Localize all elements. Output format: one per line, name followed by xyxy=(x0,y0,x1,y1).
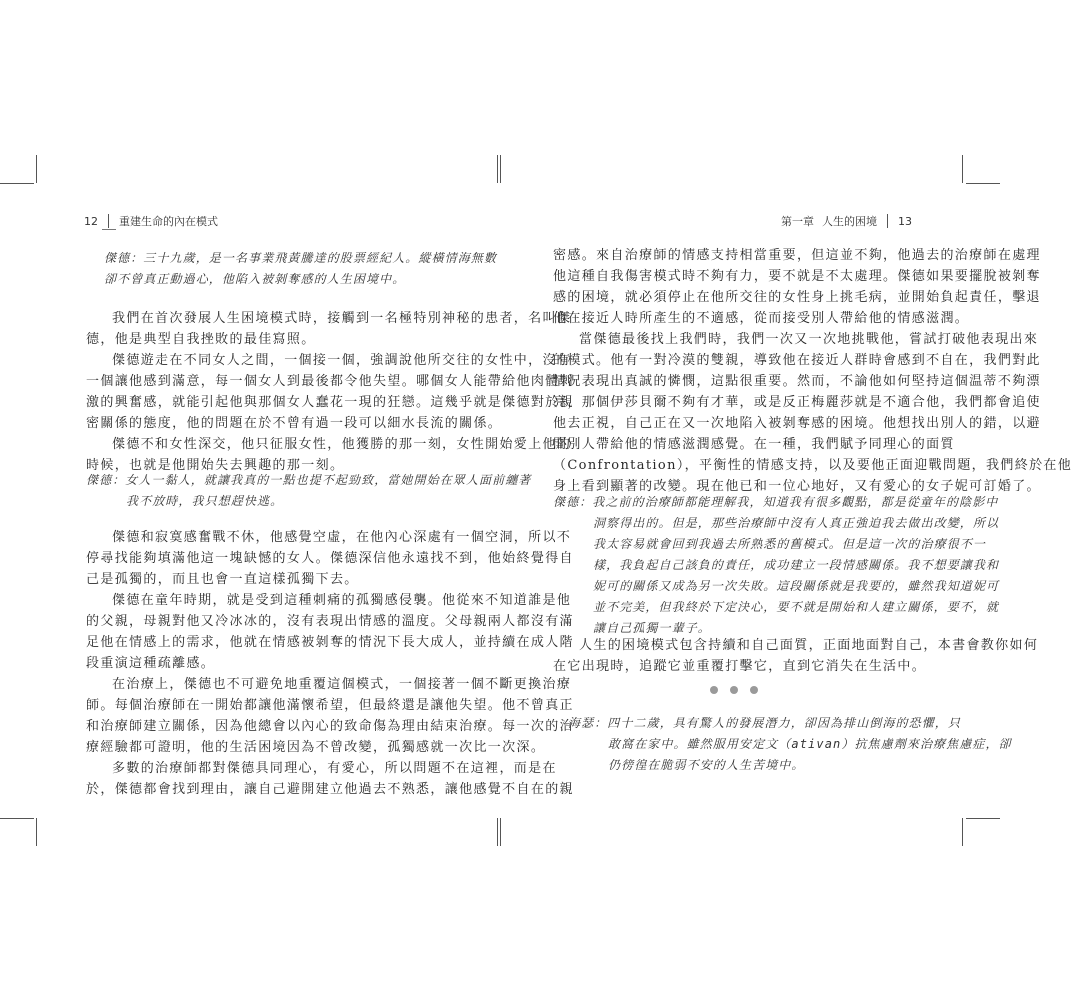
body-line: 密感。來自治療師的情感支持相當重要，但這並不夠，他過去的治療師在處理 xyxy=(553,248,1041,263)
right-page xyxy=(500,0,1072,1000)
body-line: 停尋找能夠填滿他這一塊缺憾的女人。傑德深信他永遠找不到，他始終覺得自 xyxy=(86,551,574,566)
body-line: 亮，那個伊莎貝爾不夠有才華，或是反正梅麗莎就是不適合他，我們都會追使 xyxy=(553,395,1041,410)
ornament-dot xyxy=(730,686,738,694)
body-line: 療經驗都可證明，他的生活困境因為不曾改變，孤獨感就一次比一次深。 xyxy=(86,740,546,755)
body-line: 和治療師建立關係，因為他總會以內心的致命傷為理由結束治療。每一次的治 xyxy=(86,719,574,734)
body-line: 密關係的態度，他的問題在於不曾有過一段可以細水長流的關係。 xyxy=(86,416,503,431)
body-line: 段重演這種疏離感。 xyxy=(86,656,216,671)
quote-line: 敢窩在家中。雖然服用安定文（ativan）抗焦慮劑來治療焦慮症，卻 xyxy=(608,737,1012,751)
quote-line: 妮可的關係又成為另一次失敗。這段關係就是我要的，雖然我知道妮可 xyxy=(593,579,1000,593)
body-line: 在治療上，傑德也不可避免地重覆這個模式，一個接著一個不斷更換治療 xyxy=(112,677,572,692)
quote-line: 傑德：女人一黏人，就讓我真的一點也提不起勁致，當她開始在眾人面前纏著 xyxy=(86,473,532,487)
body-line: 傑德和寂寞感奮戰不休，他感覺空虛，在他內心深處有一個空洞，所以不 xyxy=(112,530,572,545)
body-line: 一個讓他感到滿意，每一個女人到最後都令他失望。哪個女人能帶給他肉體刺 xyxy=(86,374,574,389)
section-break-ornament xyxy=(710,686,758,694)
intro-quote xyxy=(104,248,497,290)
body-line: 足他在情感上的需求，他就在情感被剝奪的情況下長大成人，並持續在成人階 xyxy=(86,635,574,650)
quote-line: 傑德：三十九歲，是一名事業飛黃騰達的股票經紀人。縱橫情海無數 xyxy=(104,251,498,265)
ornament-dot xyxy=(750,686,758,694)
header-rule xyxy=(102,229,116,230)
body-line: 於，傑德都會找到理由，讓自己避開建立他過去不熟悉，讓他感覺不自在的親 xyxy=(86,782,574,797)
quote-line: 我不放時，我只想趕快逃。 xyxy=(126,494,284,508)
header-divider xyxy=(887,214,888,228)
body-paragraphs xyxy=(553,245,1072,497)
quote-line: 樣，我負起自己該負的責任，成功建立一段情感關係。我不想要讓我和 xyxy=(593,558,1000,572)
body-line: 的父親，母親對他又冷冰冰的，沒有表現出情感的溫度。父母親兩人都沒有滿 xyxy=(86,614,574,629)
quote-line: 讓自己孤獨一輩子。 xyxy=(593,621,711,635)
header-divider xyxy=(108,214,109,228)
body-line: 感的困境，就必須停止在他所交往的女性身上挑毛病，並開始負起責任，擊退 xyxy=(553,290,1041,305)
body-line: 情況表現出真誠的憐憫，這點很重要。然而，不論他如何堅持這個温蒂不夠漂 xyxy=(553,374,1041,389)
page-number: 12 xyxy=(84,214,98,228)
body-paragraphs xyxy=(553,635,1038,677)
running-title: 人生的困境 xyxy=(822,215,877,228)
quote-line: 傑德：我之前的治療師都能理解我，知道我有很多觀點，都是從童年的陰影中 xyxy=(553,495,999,509)
chapter-label: 第一章 xyxy=(781,215,814,228)
body-line: （Confrontation），平衡性的情感支持，以及要他正面迎戰問題，我們終於在他 xyxy=(553,458,1072,473)
body-line: 德，他是典型自我挫敗的最佳寫照。 xyxy=(86,332,316,347)
body-line: 身上看到顯著的改變。現在他已和一位心地好，又有愛心的女子妮可訂婚了。 xyxy=(553,479,1041,494)
quote-line: 洞察得出的。但是，那些治療師中沒有人真正強迫我去做出改變，所以 xyxy=(593,516,1000,530)
quote-line: 卻不曾真正動過心，他陷入被剝奪感的人生困境中。 xyxy=(104,272,406,286)
body-line: 在它出現時，追蹤它並重覆打擊它，直到它消失在生活中。 xyxy=(553,659,927,674)
body-line: 開別人帶給他的情感滋潤感覺。在一種，我們賦予同理心的面質 xyxy=(553,437,955,452)
body-line: 己是孤獨的，而且也會一直這樣孤獨下去。 xyxy=(86,572,359,587)
quote-line: 我太容易就會回到我過去所熟悉的舊模式。但是這一次的治療很不一 xyxy=(593,537,987,551)
body-line: 傑德不和女性深交，他只征服女性，他獲勝的那一刻，女性開始愛上他的 xyxy=(112,437,572,452)
page-number: 13 xyxy=(898,214,912,228)
body-line: 時候，也就是他開始失去興趣的那一刻。 xyxy=(86,458,345,473)
quote-line: 並不完美，但我終於下定決心，要不就是開始和人建立關係，要不，就 xyxy=(593,600,1000,614)
quote-line: 海瑟：四十二歲，具有驚人的發展潛力，卻因為排山倒海的恐懼，只 xyxy=(568,716,962,730)
jed-quote xyxy=(86,470,531,512)
body-line: 當傑德最後找上我們時，我們一次又一次地挑戰他，嘗試打破他表現出來 xyxy=(579,332,1039,347)
body-line: 激的興奮感，就能引起他與那個女人蠢花一現的狂戀。這幾乎就是傑德對於親 xyxy=(86,395,574,410)
body-line: 他這種自我傷害模式時不夠有力，要不就是不太處理。傑德如果要擺脫被剝奪 xyxy=(553,269,1041,284)
body-line: 的模式。他有一對冷漠的雙親，導致他在接近人群時會感到不自在，我們對此 xyxy=(553,353,1041,368)
body-line: 傑德在童年時期，就是受到這種刺痛的孤獨感侵襲。他從來不知道誰是他 xyxy=(112,593,572,608)
body-line: 我們在首次發展人生困境模式時，接觸到一名極特別神秘的患者，名叫傑 xyxy=(112,311,572,326)
body-line: 多數的治療師都對傑德具同理心，有愛心，所以問題不在這裡，而是在 xyxy=(112,761,557,776)
body-line: 傑德遊走在不同女人之間，一個接一個，強調說他所交往的女性中，沒有 xyxy=(112,353,572,368)
ornament-dot xyxy=(710,686,718,694)
body-line: 他去正視，自己正在又一次地陷入被剝奪感的困境。他想找出別人的錯，以避 xyxy=(553,416,1041,431)
page-header xyxy=(84,213,218,229)
body-line: 人生的困境模式包含持續和自己面質，正面地面對自己，本書會教你如何 xyxy=(579,638,1039,653)
quote-line: 仍徬徨在脆弱不安的人生苦境中。 xyxy=(608,758,805,772)
heather-quote xyxy=(568,713,1012,776)
body-line: 師。每個治療師在一開始都讓他滿懷希望，但最終還是讓他失望。他不曾真正 xyxy=(86,698,574,713)
page-header xyxy=(781,213,912,229)
jed-quote xyxy=(553,492,999,639)
body-line: 他在接近人時所產生的不適感，從而接受別人帶給他的情感滋潤。 xyxy=(553,311,970,326)
running-title: 重建生命的內在模式 xyxy=(119,215,218,228)
